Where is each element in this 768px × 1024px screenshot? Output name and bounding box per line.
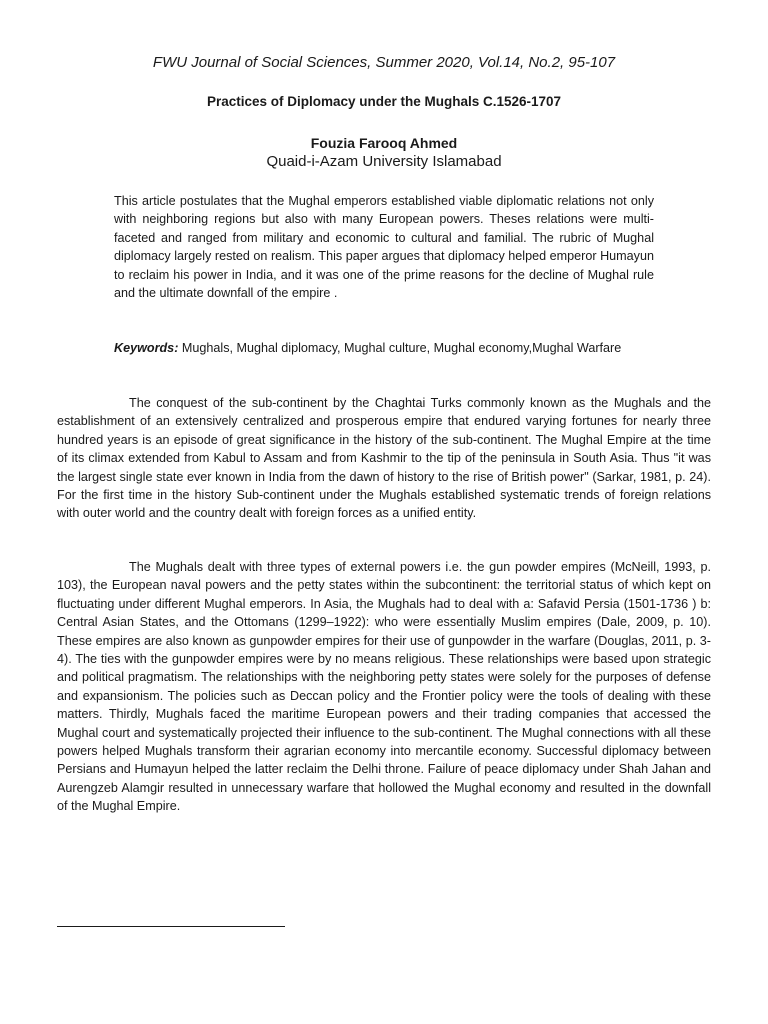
author-affiliation: Quaid-i-Azam University Islamabad (266, 153, 502, 170)
body-paragraph-1: The conquest of the sub-continent by the Chaghtai Turks commonly known as the Mughals and the establishment of an extensively centralized and prosperous empire that endured varying fortunes for nearly three hundred years is an episode of great significance in the history of the sub-continent. The Mughal Empire at the time of its climax extended from Kabul to Assam and from Kashmir to the tip of the peninsula in South Asia. Thus "it was the largest single state ever known in India from the dawn of history to the rise of British power" (Sarkar, 1981, p. 24). For the first time in the history Sub-continent under the Mughals established systematic trends of foreign relations with outer world and the country dealt with foreign forces as a unified entity. (57, 396, 711, 521)
article-title: Practices of Diplomacy under the Mughals C.1526-1707 (206, 94, 562, 109)
journal-citation-header: FWU Journal of Social Sciences, Summer 2020, Vol.14, No.2, 95-107 (152, 54, 616, 71)
author-name: Fouzia Farooq Ahmed (310, 135, 458, 151)
keywords-text: Mughals, Mughal diplomacy, Mughal culture, Mughal economy,Mughal Warfare (178, 341, 622, 355)
abstract: This article postulates that the Mughal emperors established viable diplomatic relations not only with neighboring regions but also with many European powers. Theses relations were multi-faceted and ranged from military and economic to cultural and familial. The rubric of Mughal diplomacy largely rested on realism. This paper argues that diplomacy helped emperor Humayun to reclaim his power in India, and it was one of the prime reasons for the decline of Mughal rule and the ultimate downfall of the empire . (114, 194, 654, 301)
keywords-line (114, 339, 654, 357)
footnote-separator (57, 926, 285, 927)
keywords-label: Keywords: (114, 341, 179, 355)
body-paragraph-2: The Mughals dealt with three types of external powers i.e. the gun powder empires (McNeill, 1993, p. 103), the European naval powers and the petty states within the subcontinent: the territorial status of which kept on fluctuating under different Mughal emperors. In Asia, the Mughals had to deal with a: Safavid Persia (1501-1736 ) b: Central Asian States, and the Ottomans (1299–1922): who were essentially Muslim empires (Dale, 2009, p. 10). These empires are also known as gunpowder empires for their use of gunpowder in the warfare (Douglas, 2011, p. 3-4). The ties with the gunpowder empires were by no means religious. These relationships were based upon strategic and political pragmatism. The relationships with the neighboring petty states were solely for the purposes of defense and expansionism. The policies such as Deccan policy and the Frontier policy were the tools of dealing with these matters. Thirdly, Mughals faced the maritime European powers and their trading companies that accessed the Mughal court and systematically projected their influence to the sub-continent. The Mughal connections with all these powers helped Mughals transform their agrarian economy into mercantile economy. Successful diplomacy between Persians and Humayun helped the latter reclaim the Delhi throne. Failure of peace diplomacy under Shah Jahan and Aurengzeb Alamgir resulted in unnecessary warfare that hollowed the Mughal economy and resulted in the downfall of the Mughal Empire. (57, 560, 711, 814)
